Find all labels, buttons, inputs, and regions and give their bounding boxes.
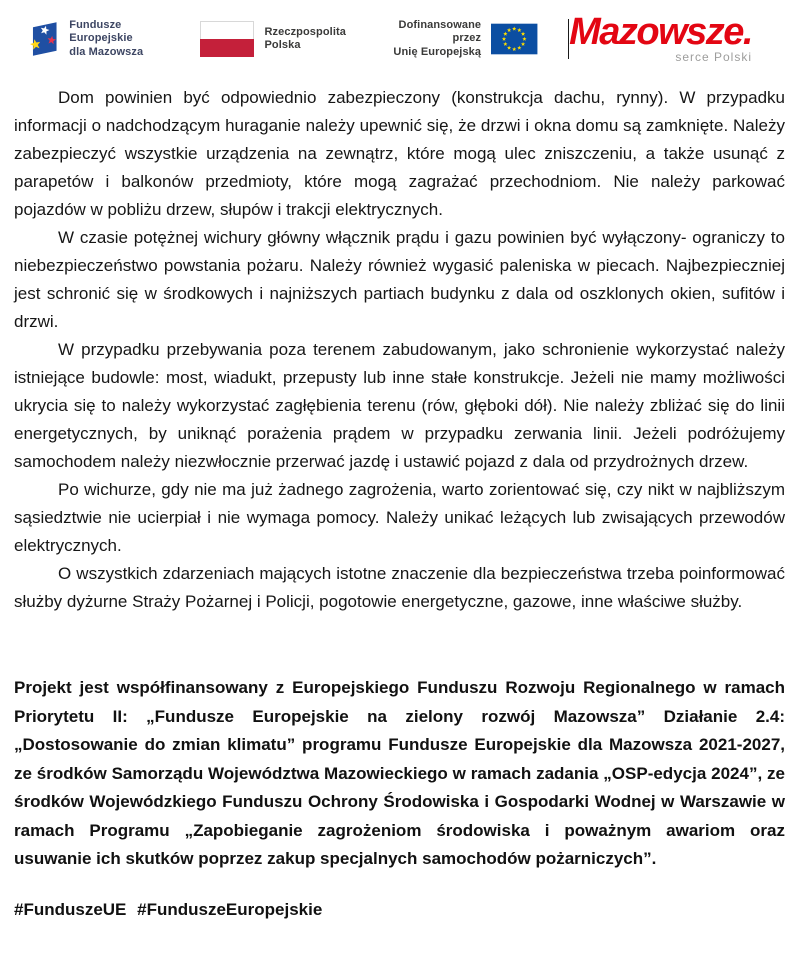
pl-label (264, 26, 345, 53)
logo-rzeczpospolita-polska (200, 21, 345, 57)
pl-label-line2: Polska (264, 39, 301, 51)
hashtags: #FunduszeUE #FunduszeEuropejskie (14, 899, 323, 919)
paragraph-outside-shelter: W przypadku przebywania poza terenem zabudowanym, jako schronienie wykorzystać należy istniejące budowle: most, wiadukt, przepusty lub inne stałe konstrukcje. Jeżeli nie mamy możliwości ukrycia się to należy wykorzystać zagłębienia terenu (rów, głęboki dół). Nie należy zbliżać się do linii energetycznych, by uniknąć porażenia prądem w przypadku zerwania linii. Jeżeli podróżujemy samochodem należy niezwłocznie przerwać jazdę i ustawić pojazd z dala od przydrożnych drzew. (14, 340, 785, 471)
fe-label-line1: Fundusze Europejskie (69, 18, 133, 45)
logo-fundusze-europejskie (28, 12, 160, 66)
eu-label-line1: Dofinansowane przez (398, 18, 482, 45)
paragraph-report-services: O wszystkich zdarzeniach mających istotne znaczenie dla bezpieczeństwa trzeba poinformować służby dyżurne Straży Pożarnej i Policji, pogotowie energetyczne, gazowe, inne właściwe służby. (14, 564, 785, 611)
paragraph-during-storm: W czasie potężnej wichury główny włącznik prądu i gazu powinien być wyłączony- ograniczy to niebezpieczeństwo powstania pożaru. Należy również wygasić paleniska w piecach. Najbezpieczniej jest schronić się w środkowych i najniższych partiach budynku z dala od oszklonych okien, sufitów i drzwi. (14, 228, 785, 331)
fe-flag-three-stars-icon (28, 12, 60, 66)
pl-label-line1: Rzeczpospolita (264, 25, 346, 38)
eu-label-line2: Unię Europejską (393, 45, 482, 58)
mazowsze-wordmark: Mazowsze. (569, 10, 752, 53)
funding-note: Projekt jest współfinansowany z Europejskiego Funduszu Rozwoju Regionalnego w ramach Priorytetu II: „Fundusze Europejskie na zielony rozwój Mazowsza” Działanie 2.4: „Dostosowanie do zmian klimatu” programu Fundusze Europejskie dla Mazowsza 2021-2027, ze środków Samorządu Województwa Mazowieckiego w ramach zadania „OSP-edycja 2024”, ze środków Wojewódzkiego Funduszu Ochrony Środowiska i Gospodarki Wodnej w Warszawie w ramach Programu „Zapobieganie zagrożeniom środowiska i poważnym awariom oraz usuwanie ich skutków poprzez zakup specjalnych samochodów pożarniczych”. (14, 678, 785, 868)
poland-flag-icon (200, 21, 254, 57)
funding-logos-header (28, 10, 752, 68)
fe-label-line2: dla Mazowsza (69, 45, 144, 58)
eu-label (388, 19, 481, 60)
document-body (14, 84, 785, 920)
eu-flag-12-stars-icon (491, 20, 537, 58)
paragraph-home-protection: Dom powinien być odpowiednio zabezpieczony (konstrukcja dachu, rynny). W przypadku informacji o nadchodzącym huraganie należy upewnić się, że drzwi i okna domu są zamknięte. Należy zabezpieczyć wszystkie urządzenia na zewnątrz, które mogą ulec zniszczeniu, a także usunąć z parapetów i balkonów przedmioty, które mogą zagrażać przechodniom. Nie należy parkować pojazdów w pobliżu drzew, słupów i trakcji elektrycznych. (14, 88, 785, 219)
logo-mazowsze (569, 10, 752, 64)
fe-label (69, 19, 160, 60)
logo-dofinansowane-ue (388, 19, 538, 60)
paragraph-after-storm: Po wichurze, gdy nie ma już żadnego zagrożenia, warto zorientować się, czy nikt w najbliższym sąsiedztwie nie ucierpiał i nie wymaga pomocy. Należy unikać leżących lub zwisających przewodów elektrycznych. (14, 480, 785, 555)
mazowsze-tagline: serce Polski (675, 49, 752, 64)
